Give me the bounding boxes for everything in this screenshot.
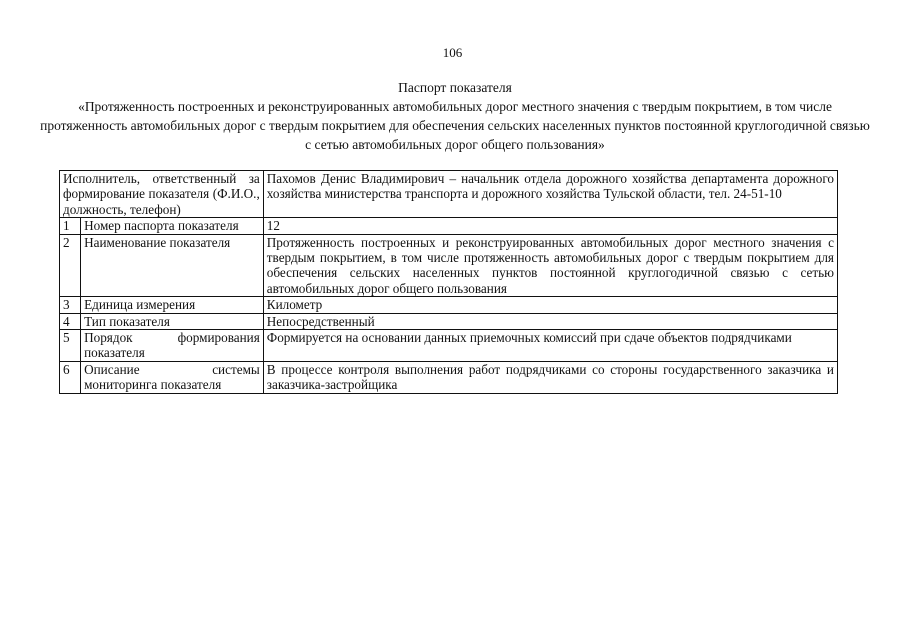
row-number: 2 bbox=[60, 234, 81, 297]
row-label: Номер паспорта показателя bbox=[81, 218, 264, 234]
row-label: Порядок формирования показателя bbox=[81, 330, 264, 362]
row-value: Километр bbox=[263, 297, 837, 313]
row-label: Единица измерения bbox=[81, 297, 264, 313]
row-value: В процессе контроля выполнения работ подрядчиками со стороны государственного заказчика и заказчика-застройщика bbox=[263, 361, 837, 393]
row-value: Протяженность построенных и реконструированных автомобильных дорог местного значения с твердым покрытием, в том числе протяженность автомобильных дорог с твердым покрытием для обеспечения сельских населенных пунктов постоянной круглогодичной связью с сетью автомобильных дорог общего пользования bbox=[263, 234, 837, 297]
table-row bbox=[60, 330, 838, 362]
row-value: Формируется на основании данных приемочных комиссий при сдаче объектов подрядчиками bbox=[263, 330, 837, 362]
row-number: 6 bbox=[60, 361, 81, 393]
row-number: 3 bbox=[60, 297, 81, 313]
row-label: Описание системы мониторинга показателя bbox=[81, 361, 264, 393]
table-row bbox=[60, 234, 838, 297]
executor-label: Исполнитель, ответственный за формирование показателя (Ф.И.О., должность, телефон) bbox=[60, 171, 264, 218]
row-value: Непосредственный bbox=[263, 313, 837, 329]
table-row bbox=[60, 361, 838, 393]
row-label: Тип показателя bbox=[81, 313, 264, 329]
document-subtitle: «Протяженность построенных и реконструированных автомобильных дорог местного значения с твердым покрытием, в том числе протяженность автомобильных дорог с твердым покрытием для обеспечения сельских населенных пунктов постоянной круглогодичной связью с сетью автомобильных дорог общего пользования» bbox=[40, 99, 870, 152]
table-row bbox=[60, 297, 838, 313]
executor-value: Пахомов Денис Владимирович – начальник отдела дорожного хозяйства департамента дорожного хозяйства министерства транспорта и дорожного хозяйства Тульской области, тел. 24-51-10 bbox=[263, 171, 837, 218]
row-number: 5 bbox=[60, 330, 81, 362]
table-row-executor bbox=[60, 171, 838, 218]
passport-table bbox=[59, 170, 838, 394]
page-number: 106 bbox=[442, 45, 463, 60]
row-number: 1 bbox=[60, 218, 81, 234]
document-title: Паспорт показателя bbox=[398, 80, 512, 95]
row-value: 12 bbox=[263, 218, 837, 234]
table-row bbox=[60, 218, 838, 234]
row-label: Наименование показателя bbox=[81, 234, 264, 297]
table-row bbox=[60, 313, 838, 329]
document-heading bbox=[40, 78, 870, 154]
row-number: 4 bbox=[60, 313, 81, 329]
